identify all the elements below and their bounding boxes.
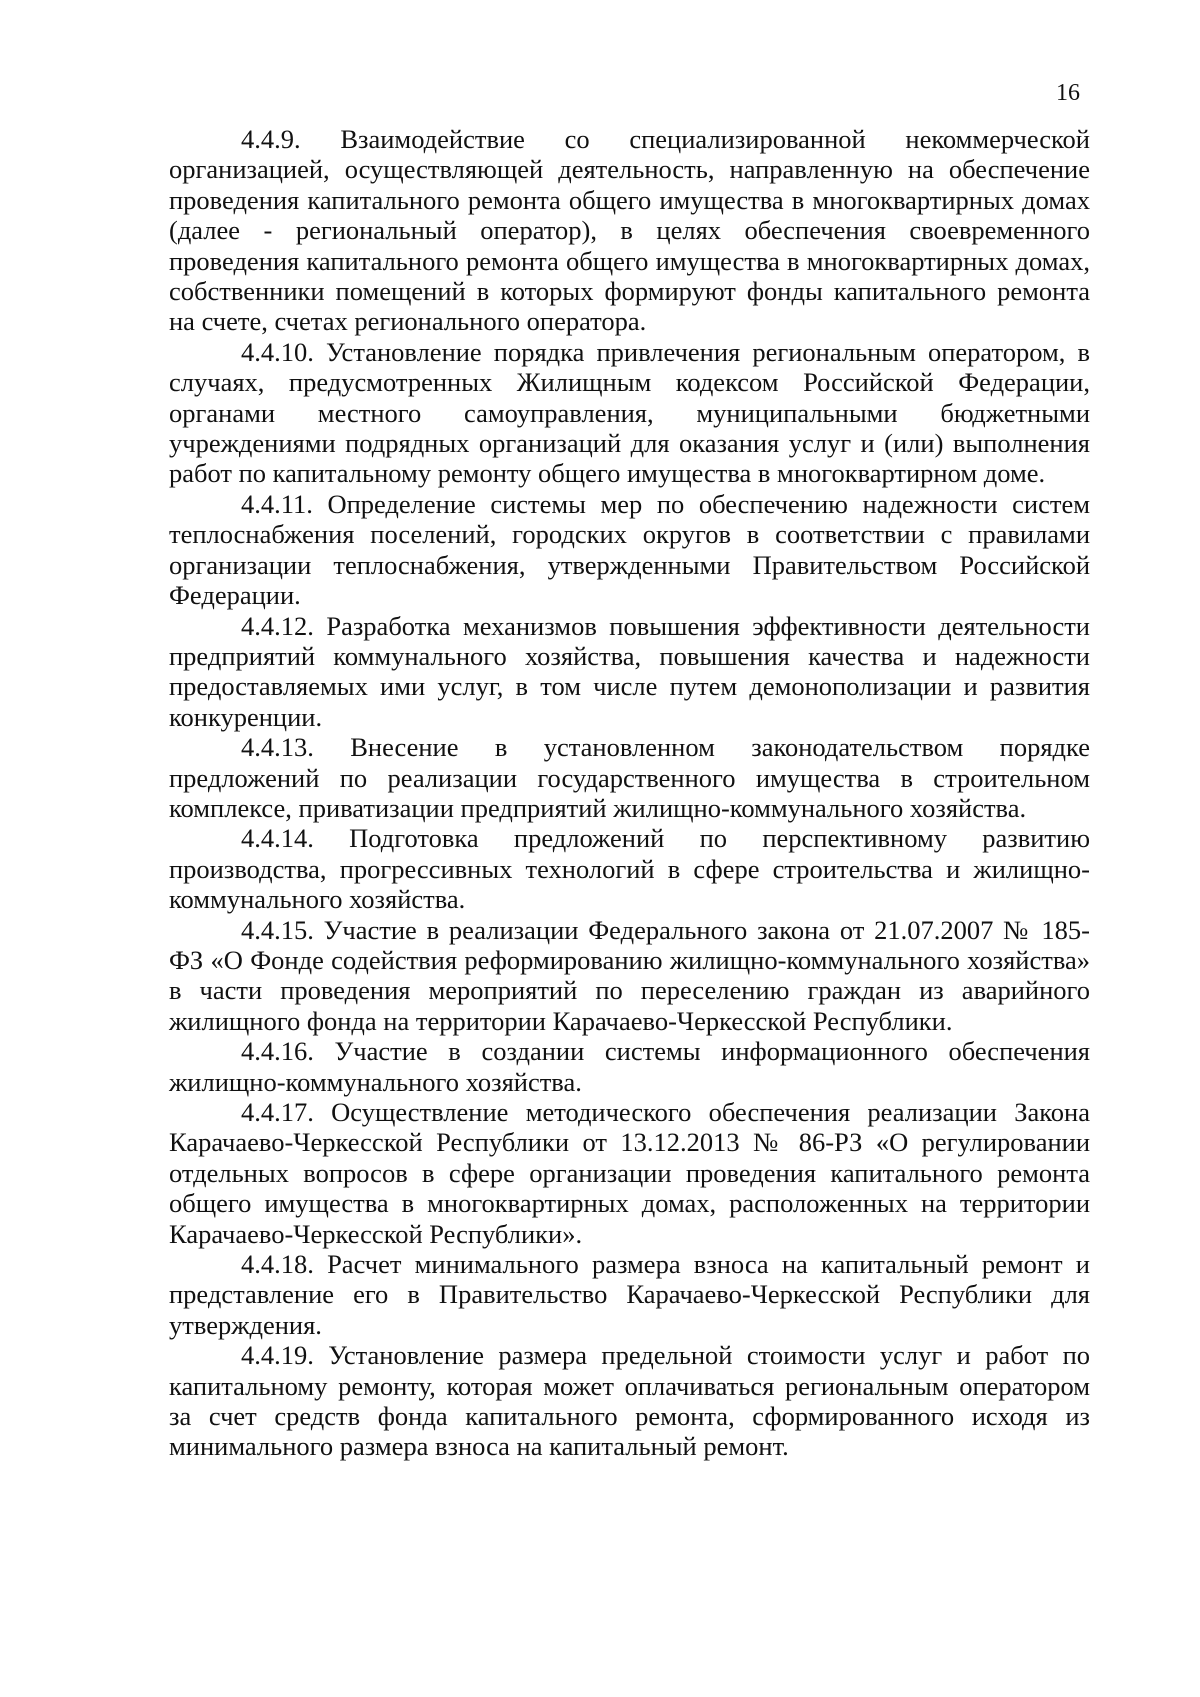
document-body: [169, 124, 1090, 1462]
paragraph-4-4-9: 4.4.9. Взаимодействие со специализированной некоммерческой организацией, осуществляющей деятельность, направленную на обеспечение проведения капитального ремонта общего имущества в многоквартирных домах (далее - региональный оператор), в целях обеспечения своевременного проведения капитального ремонта общего имущества в многоквартирных домах, собственники помещений в которых формируют фонды капитального ремонта на счете, счетах регионального оператора.: [169, 124, 1090, 337]
paragraph-4-4-16: 4.4.16. Участие в создании системы информационного обеспечения жилищно-коммунального хозяйства.: [169, 1036, 1090, 1097]
paragraph-4-4-19: 4.4.19. Установление размера предельной стоимости услуг и работ по капитальному ремонту, которая может оплачиваться региональным оператором за счет средств фонда капитального ремонта, сформированного исходя из минимального размера взноса на капитальный ремонт.: [169, 1340, 1090, 1462]
paragraph-4-4-17: 4.4.17. Осуществление методического обеспечения реализации Закона Карачаево-Черкесской Республики от 13.12.2013 № 86-РЗ «О регулировании отдельных вопросов в сфере организации проведения капитального ремонта общего имущества в многоквартирных домах, расположенных на территории Карачаево-Черкесской Республики».: [169, 1097, 1090, 1249]
paragraph-4-4-11: 4.4.11. Определение системы мер по обеспечению надежности систем теплоснабжения поселений, городских округов в соответствии с правилами организации теплоснабжения, утвержденными Правительством Российской Федерации.: [169, 488, 1090, 611]
page-number: 16: [1056, 80, 1080, 106]
paragraph-4-4-13: 4.4.13. Внесение в установленном законодательством порядке предложений по реализации государственного имущества в строительном комплексе, приватизации предприятий жилищно-коммунального хозяйства.: [169, 732, 1090, 823]
paragraph-4-4-12: 4.4.12. Разработка механизмов повышения эффективности деятельности предприятий коммунального хозяйства, повышения качества и надежности предоставляемых ими услуг, в том числе путем демонополизации и развития конкуренции.: [169, 610, 1090, 732]
paragraph-4-4-14: 4.4.14. Подготовка предложений по перспективному развитию производства, прогрессивных технологий в сфере строительства и жилищно-коммунального хозяйства.: [169, 823, 1090, 915]
paragraph-4-4-18: 4.4.18. Расчет минимального размера взноса на капитальный ремонт и представление его в Правительство Карачаево-Черкесской Республики для утверждения.: [169, 1249, 1090, 1340]
paragraph-4-4-10: 4.4.10. Установление порядка привлечения региональным оператором, в случаях, предусмотренных Жилищным кодексом Российской Федерации, органами местного самоуправления, муниципальными бюджетными учреждениями подрядных организаций для оказания услуг и (или) выполнения работ по капитальному ремонту общего имущества в многоквартирном доме.: [169, 336, 1090, 489]
paragraph-4-4-15: 4.4.15. Участие в реализации Федерального закона от 21.07.2007 № 185-ФЗ «О Фонде содействия реформированию жилищно-коммунального хозяйства» в части проведения мероприятий по переселению граждан из аварийного жилищного фонда на территории Карачаево-Черкесской Республики.: [169, 914, 1090, 1036]
